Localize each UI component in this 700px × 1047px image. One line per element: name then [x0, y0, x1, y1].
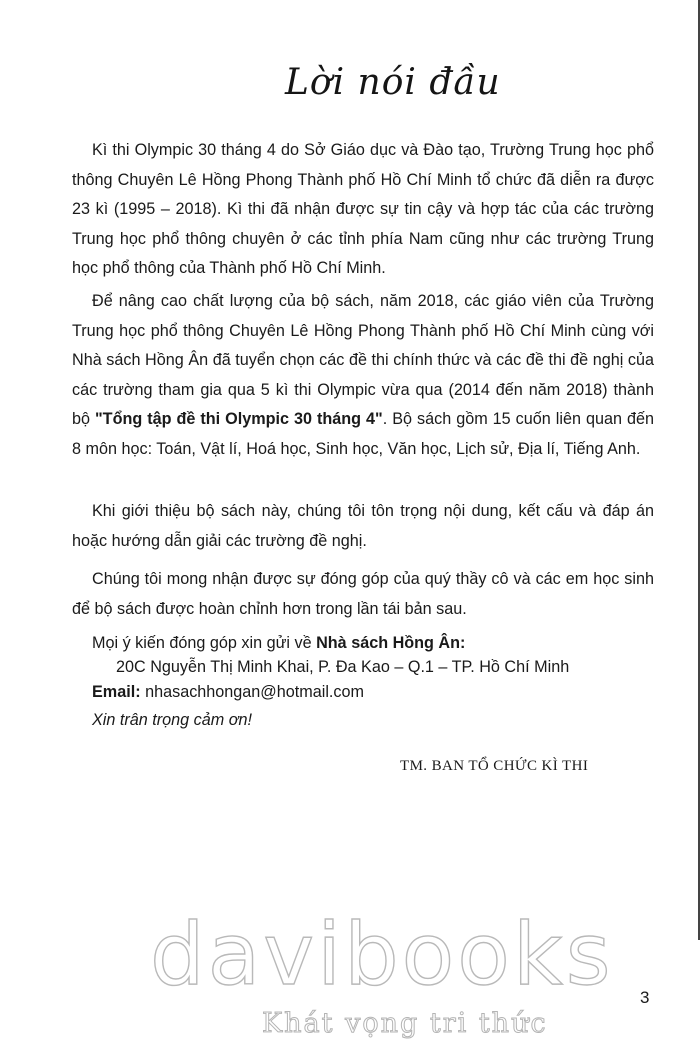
contact-line: [92, 631, 465, 655]
book-series-title: "Tổng tập đề thi Olympic 30 tháng 4": [95, 410, 383, 429]
page-edge-line: [690, 0, 700, 940]
watermark-tagline: Khát vọng tri thức: [262, 1008, 548, 1039]
paragraph-book-series-text-1: Để nâng cao chất lượng của bộ sách, năm 2018, các giáo viên của Trường Trung học phổ thông Chuyên Lê Hồng Phong Thành phố Hồ Chí Minh cùng với Nhà sách Hồng Ân đã tuyển chọn các đề thi chính thức và các đề thi đề nghị của các trường tham gia qua 5 kì thi Olympic vừa qua (2014 đến năm 2018) thành bộ: [72, 292, 654, 429]
page-number: 3: [640, 988, 650, 1007]
contact-intro: Mọi ý kiến đóng góp xin gửi về: [92, 634, 317, 652]
paragraph-respect: Khi giới thiệu bộ sách này, chúng tôi tôn trọng nội dung, kết cấu và đáp án hoặc hướng dẫn giải các trường đề nghị.: [72, 502, 654, 550]
publisher-address: 20C Nguyễn Thị Minh Khai, P. Đa Kao – Q.1 – TP. Hồ Chí Minh: [116, 658, 570, 676]
signature: TM. BAN TỔ CHỨC KÌ THI: [400, 758, 589, 774]
paragraph-book-series: [72, 287, 654, 465]
paragraph-feedback: Chúng tôi mong nhận được sự đóng góp của quý thầy cô và các em học sinh để bộ sách được hoàn chỉnh hơn trong lần tái bản sau.: [72, 570, 654, 618]
email-label: Email:: [92, 683, 141, 701]
page-title: Lời nói đầu: [285, 62, 501, 103]
publisher-name: Nhà sách Hồng Ân:: [316, 634, 466, 652]
watermark-brand: davibooks: [150, 905, 614, 1005]
thanks-line: Xin trân trọng cảm ơn!: [92, 711, 253, 729]
paragraph-book-series-text-2: . Bộ sách gồm 15 cuốn liên quan đến 8 môn học: Toán, Vật lí, Hoá học, Sinh học, Văn học, Lịch sử, Địa lí, Tiếng Anh.: [72, 410, 654, 458]
email-line: [92, 680, 364, 704]
email-address: nhasachhongan@hotmail.com: [140, 683, 365, 701]
paragraph-intro: Kì thi Olympic 30 tháng 4 do Sở Giáo dục và Đào tạo, Trường Trung học phổ thông Chuyên Lê Hồng Phong Thành phố Hồ Chí Minh tổ chức đã diễn ra được 23 kì (1995 – 2018). Kì thi đã nhận được sự tin cậy và hợp tác của các trường Trung học phổ thông chuyên ở các tỉnh phía Nam cũng như các trường Trung học phổ thông của Thành phố Hồ Chí Minh.: [72, 141, 654, 278]
